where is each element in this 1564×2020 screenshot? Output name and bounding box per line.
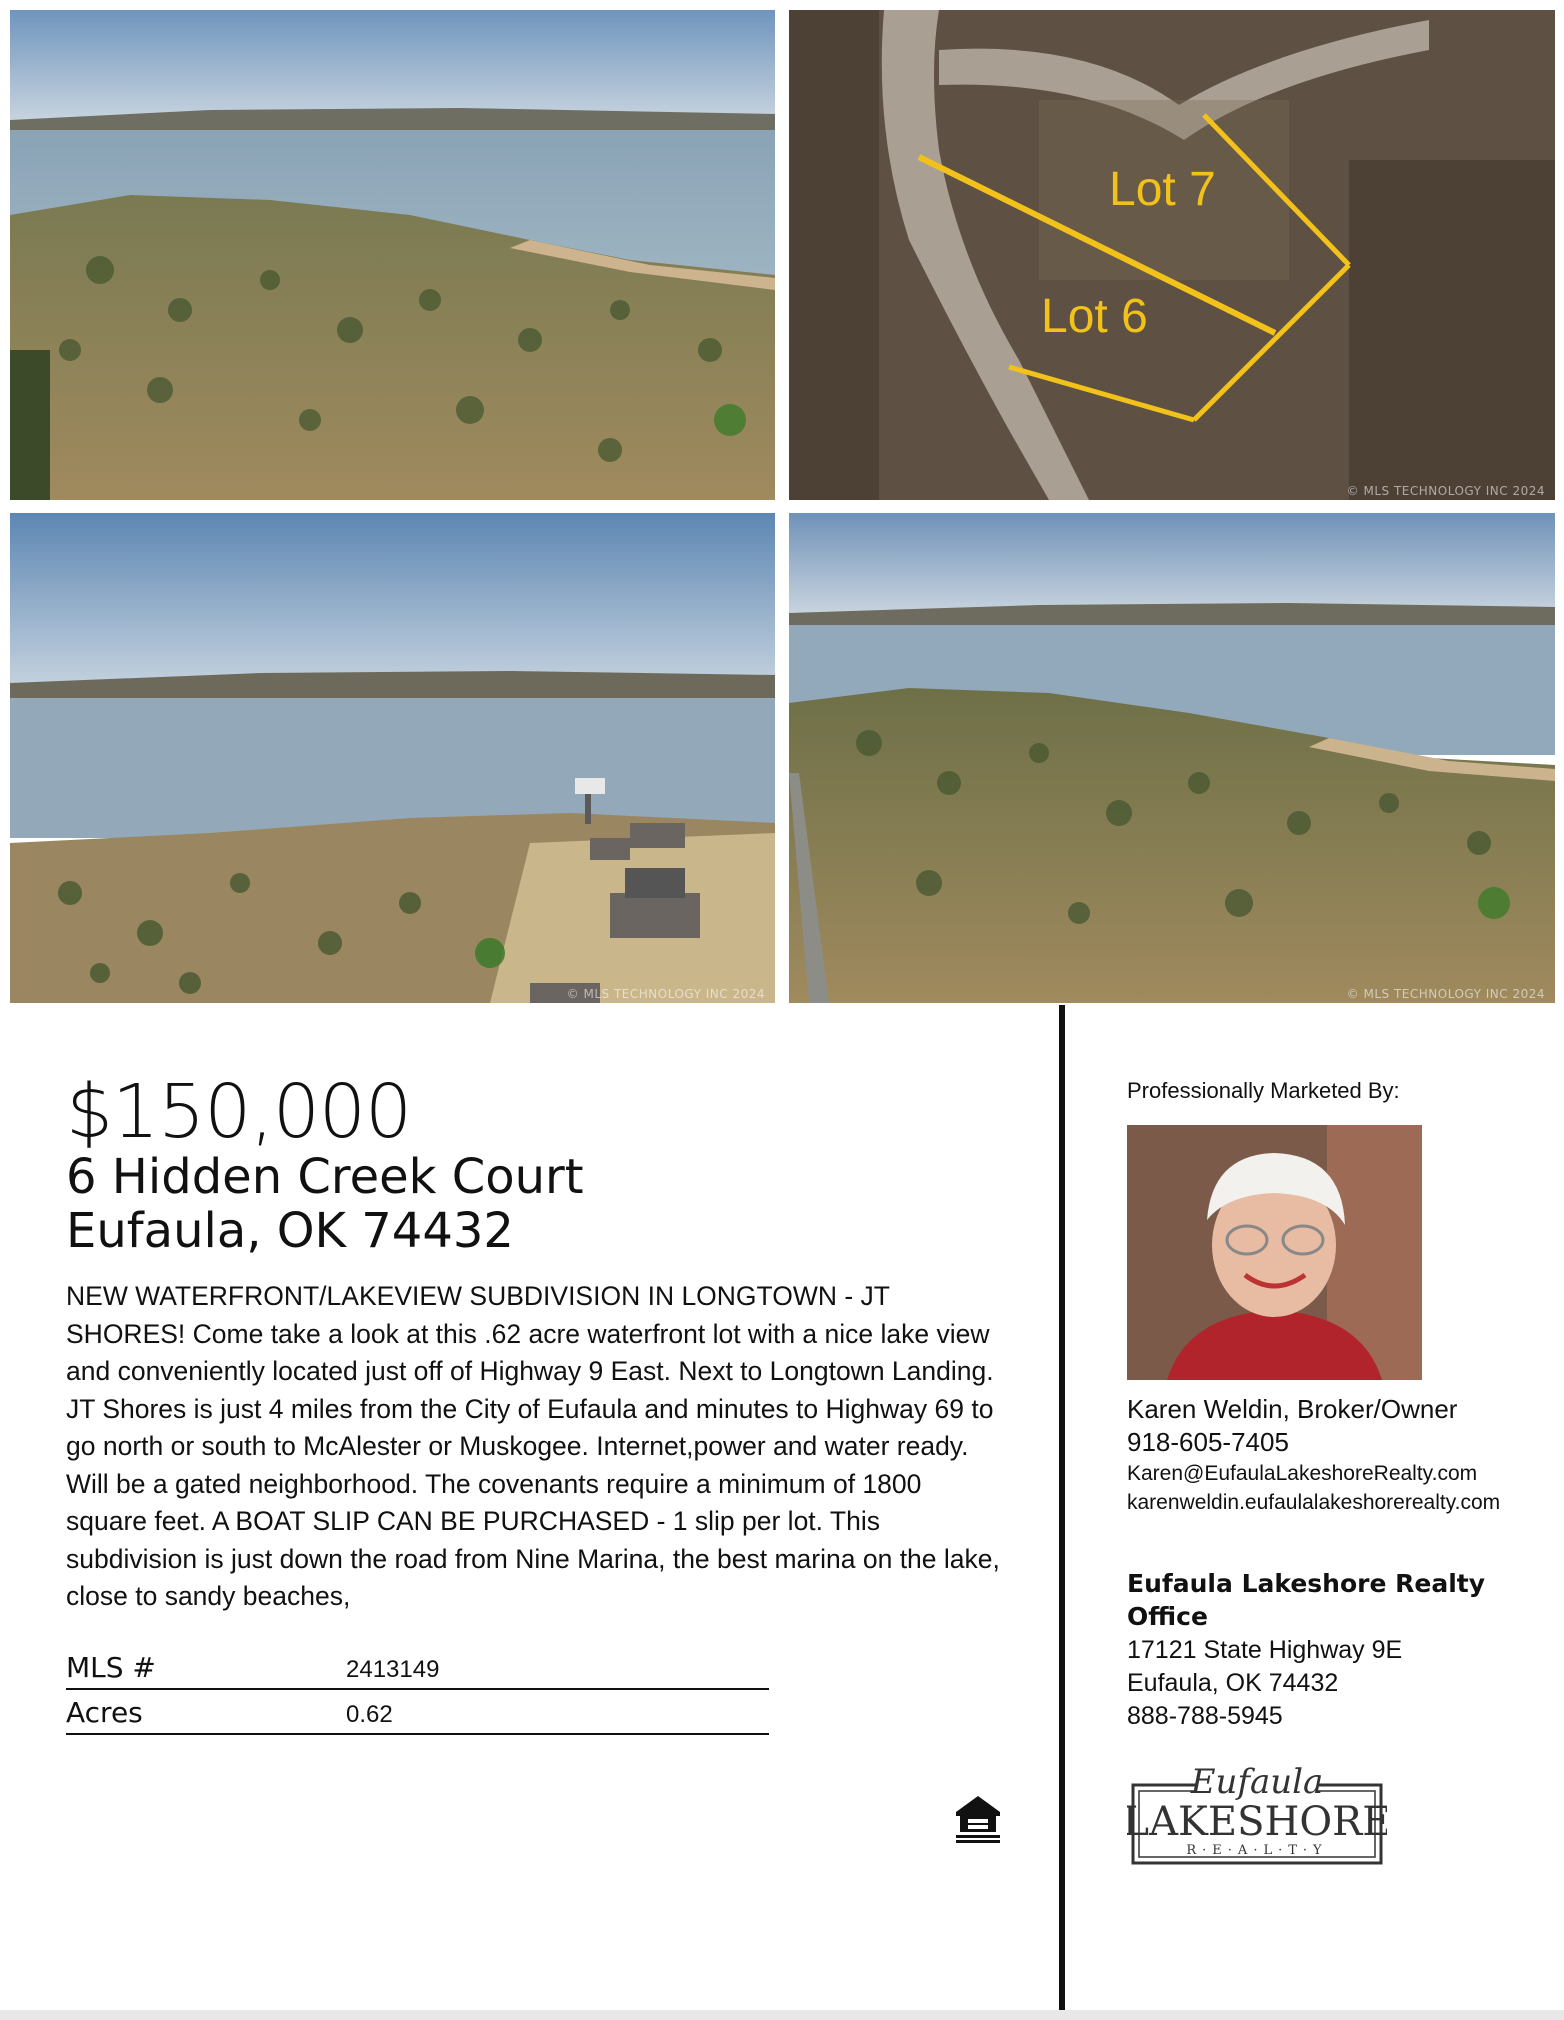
listing-price: $150,000 (66, 1069, 412, 1155)
watermark: © MLS TECHNOLOGY INC 2024 (1346, 987, 1545, 1001)
brokerage-logo (1127, 1755, 1387, 1870)
watermark: © MLS TECHNOLOGY INC 2024 (1346, 484, 1545, 498)
agent-contact (1127, 1393, 1547, 1517)
listing-photo-4[interactable] (789, 513, 1555, 1003)
office-contact (1127, 1634, 1547, 1733)
logo-main-text: LAKESHORE (1127, 1799, 1387, 1845)
office-street: 17121 State Highway 9E (1127, 1636, 1403, 1664)
listing-photo-3[interactable] (10, 513, 775, 1003)
fact-label: MLS # (66, 1651, 156, 1684)
listing-photo-1[interactable] (10, 10, 775, 500)
address-line-1: 6 Hidden Creek Court (66, 1149, 584, 1205)
listing-address (66, 1150, 584, 1258)
fact-value: 0.62 (346, 1701, 393, 1728)
lake-aerial-image-1 (10, 10, 775, 500)
office-city: Eufaula, OK 74432 (1127, 1669, 1339, 1697)
fact-value: 2413149 (346, 1656, 440, 1683)
listing-facts-table (66, 1645, 769, 1735)
office-phone[interactable]: 888-788-5945 (1127, 1702, 1283, 1730)
lake-aerial-image-3 (10, 513, 775, 1003)
lot-overhead-image (789, 10, 1555, 500)
equal-housing-opportunity-icon (950, 1790, 1006, 1846)
fact-label: Acres (66, 1696, 143, 1729)
column-divider (1059, 1005, 1065, 2010)
watermark: © MLS TECHNOLOGY INC 2024 (566, 987, 765, 1001)
fact-row-acres (66, 1690, 769, 1735)
agent-phone[interactable]: 918-605-7405 (1127, 1427, 1289, 1457)
agent-email-link[interactable]: Karen@EufaulaLakeshoreRealty.com (1127, 1462, 1478, 1485)
listing-description: NEW WATERFRONT/LAKEVIEW SUBDIVISION IN LONGTOWN - JT SHORES! Come take a look at this .62 acre waterfront lot with a nice lake view and conveniently located just off of Highway 9 East. Next to Longtown Landing. JT Shores is just 4 miles from the City of Eufaula and minutes to Highway 69 to go north or south to McAlester or Muskogee. Internet,power and water ready. Will be a gated neighborhood. The covenants require a minimum of 1800 square feet. A BOAT SLIP CAN BE PURCHASED - 1 slip per lot. This subdivision is just down the road from Nine Marina, the best marina on the lake, close to sandy beaches, (66, 1281, 1000, 1611)
agent-name: Karen Weldin, Broker/Owner (1127, 1394, 1458, 1424)
listing-photo-2[interactable] (789, 10, 1555, 500)
agent-website-link[interactable]: karenweldin.eufaulalakeshorerealty.com (1127, 1491, 1501, 1514)
lot-6-label: Lot 6 (1041, 290, 1148, 343)
logo-sub-text: R·E·A·L·T·Y (1186, 1843, 1328, 1858)
page-bottom-edge (0, 2010, 1564, 2020)
office-name: Eufaula Lakeshore Realty Office (1127, 1569, 1486, 1631)
lot-7-label: Lot 7 (1109, 163, 1216, 216)
logo-script-text: Eufaula (1190, 1762, 1324, 1802)
marketed-by-label: Professionally Marketed By: (1127, 1078, 1400, 1103)
address-line-2: Eufaula, OK 74432 (66, 1203, 514, 1259)
agent-headshot (1127, 1125, 1422, 1380)
lake-aerial-image-4 (789, 513, 1555, 1003)
fact-row-mls (66, 1645, 769, 1690)
